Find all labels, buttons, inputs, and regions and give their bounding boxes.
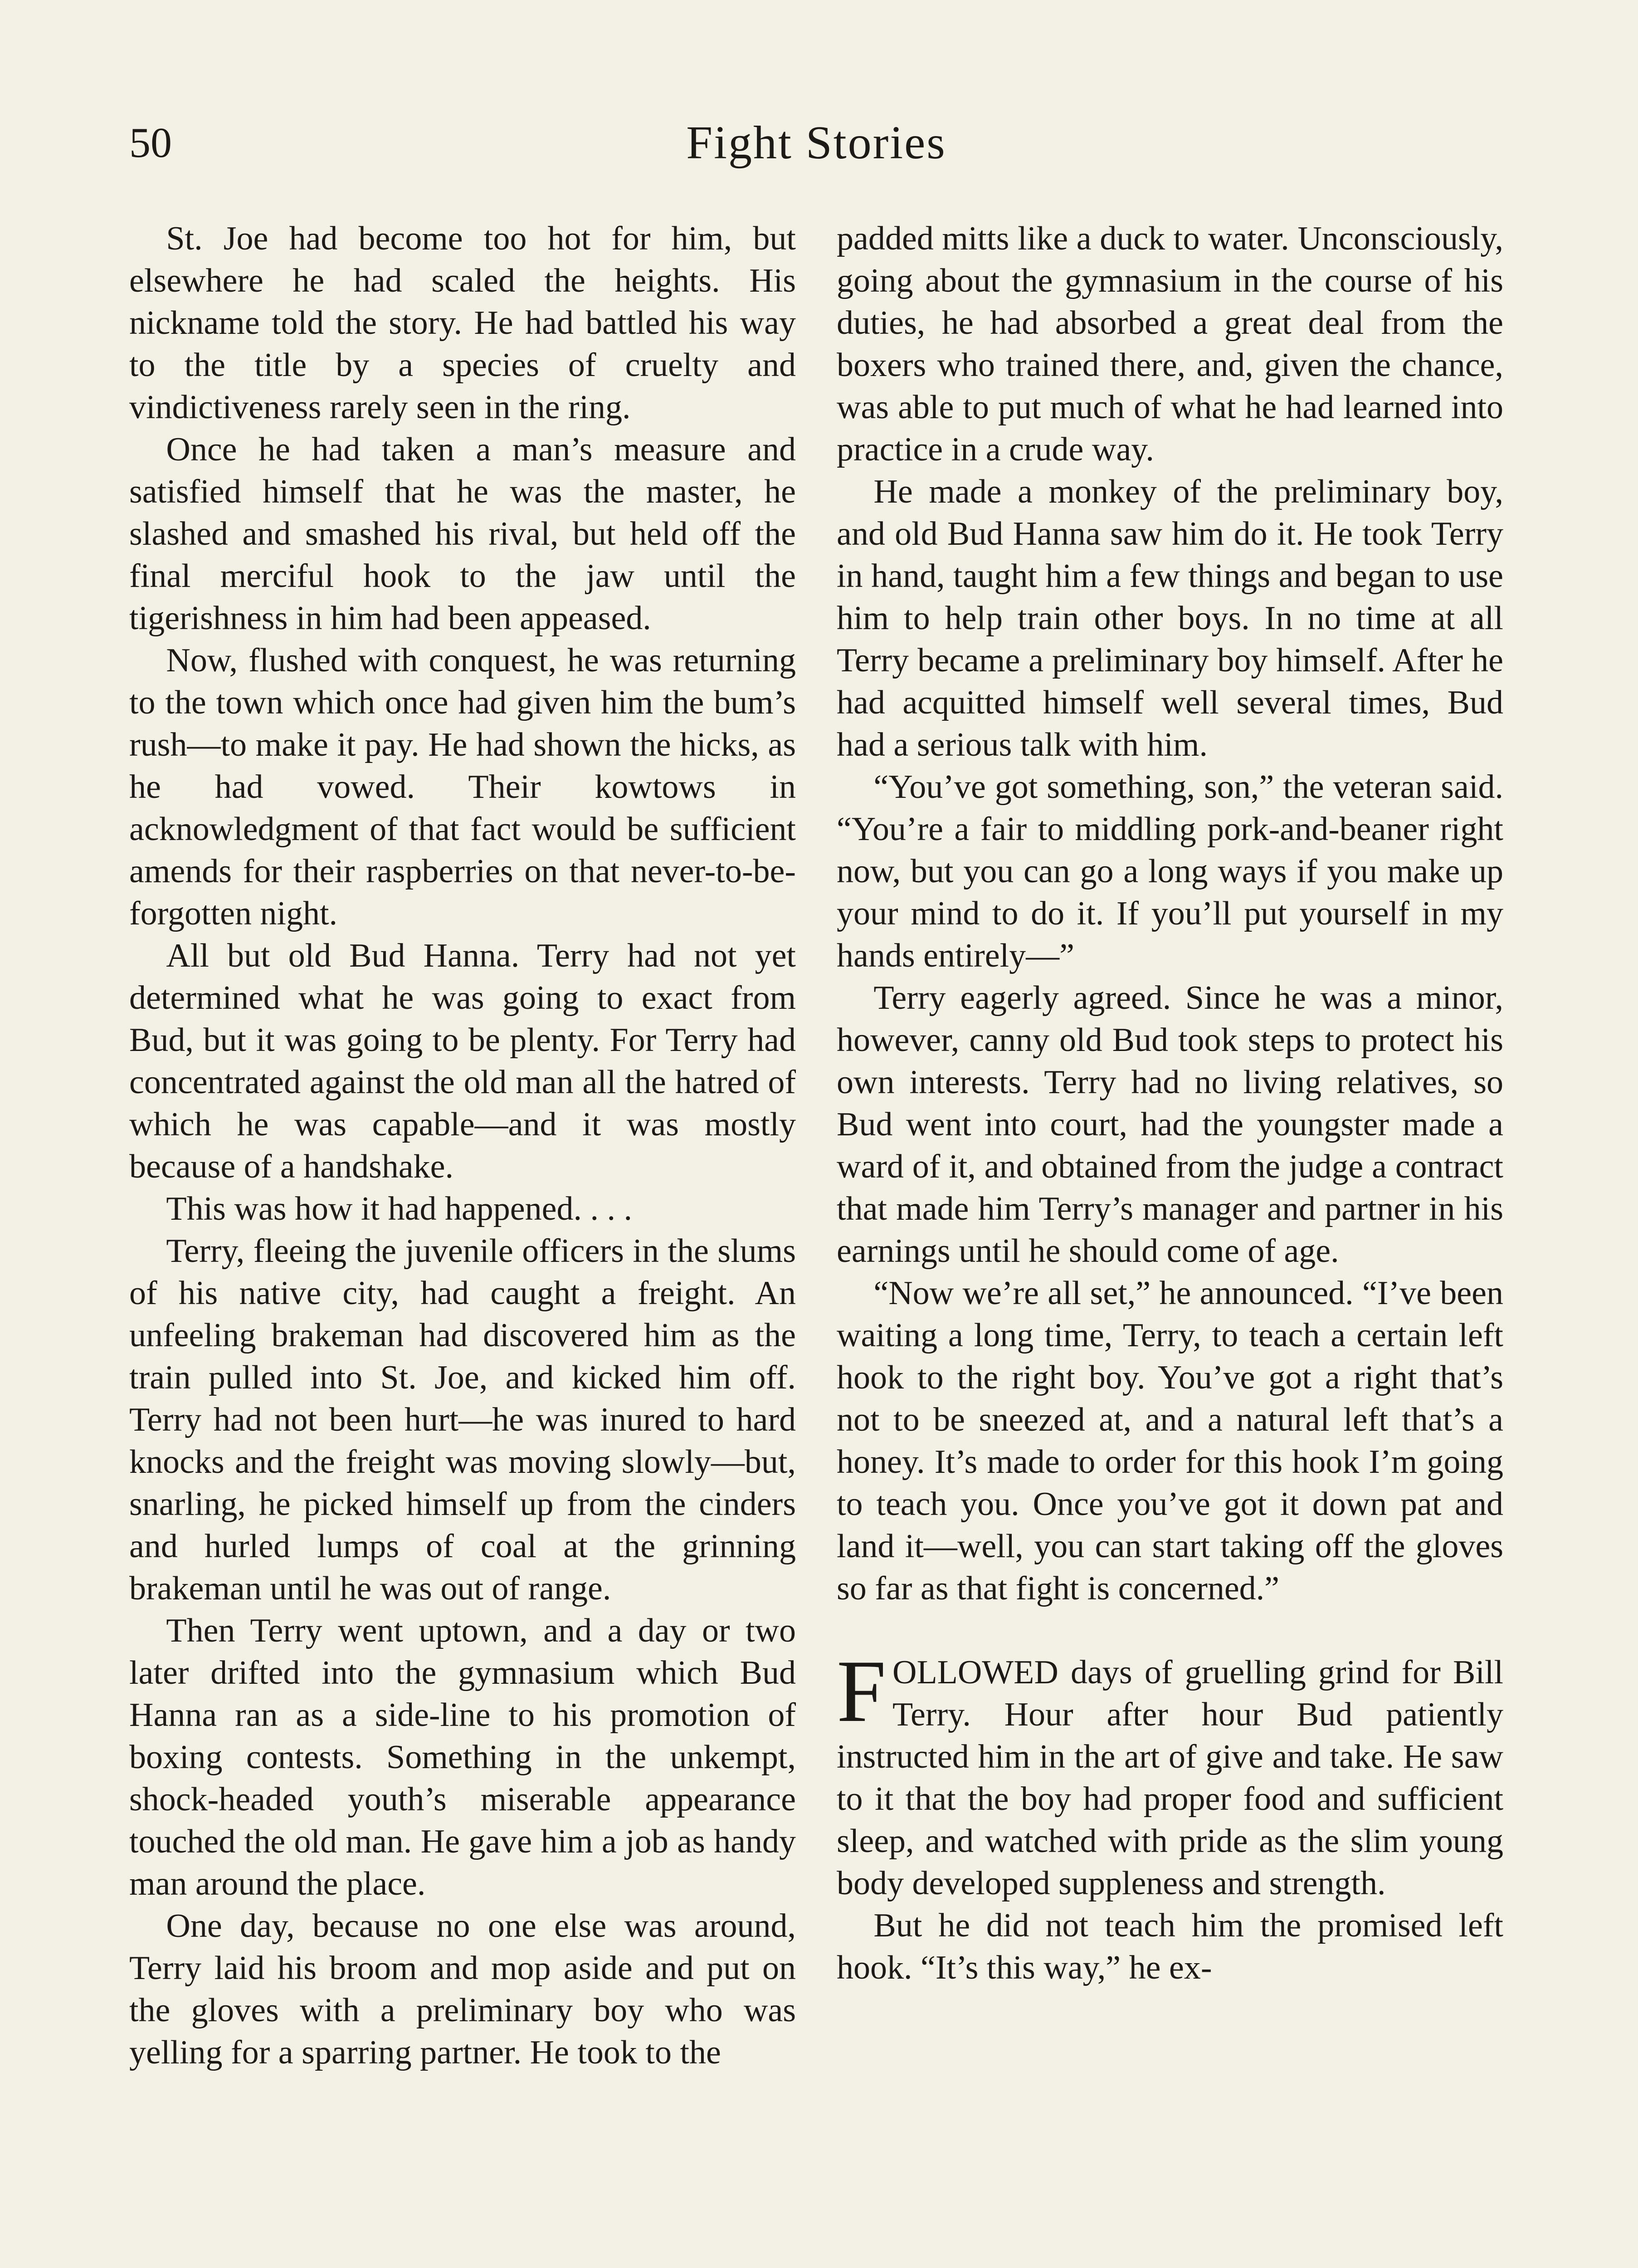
section-opening-paragraph (837, 1642, 1503, 1905)
paragraph: All but old Bud Hanna. Terry had not yet determined what he was going to exact from Bud, but it was going to be plenty. For Terry had concentrated against the old man all the hatred of which he was capable—and it was mostly because of a handshake. (129, 937, 796, 1185)
section-opening-text: OLLOWED days of gruelling grind for Bill Terry. Hour after hour Bud patiently instructed him in the art of give and take. He saw to it that the boy had proper food and sufficient sleep, and watched with pride as the slim young body developed suppleness and strength. (837, 1654, 1503, 1902)
continued-paragraph: padded mitts like a duck to water. Unconsciously, going about the gymnasium in the course of his duties, he had absorbed a great deal from the boxers who trained there, and, given the chance, was able to put much of what he had learned into practice in a crude way. (837, 220, 1503, 468)
left-column (129, 218, 796, 2074)
paragraph: St. Joe had become too hot for him, but elsewhere he had scaled the heights. His nickname told the story. He had battled his way to the title by a species of cruelty and vindictiveness rarely seen in the ring. (129, 220, 796, 426)
right-column (837, 218, 1503, 1989)
paragraph: But he did not teach him the promised left hook. “It’s this way,” he ex- (837, 1907, 1503, 1986)
paragraph: “Now we’re all set,” he announced. “I’ve been waiting a long time, Terry, to teach a certain left hook to the right boy. You’ve got a right that’s not to be sneezed at, and a natural left that’s a honey. It’s made to order for this hook I’m going to teach you. Once you’ve got it down pat and land it—well, you can start taking off the gloves so far as that fight is concerned.” (837, 1275, 1503, 1607)
paragraph: Terry eagerly agreed. Since he was a minor, however, canny old Bud took steps to protect his own interests. Terry had no living relatives, so Bud went into court, had the youngster made a ward of it, and obtained from the judge a contract that made him Terry’s manager and partner in his earnings until he should come of age. (837, 979, 1503, 1270)
paragraph: This was how it had happened. . . . (166, 1190, 632, 1227)
page-number: 50 (129, 119, 172, 166)
paragraph: Now, flushed with conquest, he was returning to the town which once had given him the bum’s rush—to make it pay. He had shown the hicks, as he had vowed. Their kowtows in acknowledgment of that fact would be sufficient amends for their raspberries on that never-to-be-forgotten night. (129, 642, 796, 932)
paragraph: Terry, fleeing the juvenile officers in the slums of his native city, had caught a freight. An unfeeling brakeman had discovered him as the train pulled into St. Joe, and kicked him off. Terry had not been hurt—he was inured to hard knocks and the freight was moving slowly—but, snarling, he picked himself up from the cinders and hurled lumps of coal at the grinning brakeman until he was out of range. (129, 1232, 796, 1607)
paragraph: Once he had taken a man’s measure and satisfied himself that he was the master, he slashed and smashed his rival, but held off the final merciful hook to the jaw until the tigerishness in him had been appeased. (129, 431, 796, 637)
paragraph: “You’ve got something, son,” the veteran said. “You’re a fair to middling pork-and-beaner right now, but you can go a long ways if you make up your mind to do it. If you’ll put yourself in my hands entirely—” (837, 768, 1503, 974)
paragraph: Then Terry went uptown, and a day or two later drifted into the gymnasium which Bud Hanna ran as a side-line to his promotion of boxing contests. Something in the unkempt, shock-headed youth’s miserable appearance touched the old man. He gave him a job as handy man around the place. (129, 1612, 796, 1902)
paragraph: One day, because no one else was around, Terry laid his broom and mop aside and put on the gloves with a preliminary boy who was yelling for a sparring partner. He took to the (129, 1907, 796, 2071)
page-header (129, 113, 1503, 172)
magazine-title: Fight Stories (686, 117, 946, 169)
drop-cap: F (837, 1642, 887, 1740)
paragraph: He made a monkey of the preliminary boy, and old Bud Hanna saw him do it. He took Terry in hand, taught him a few things and began to use him to help train other boys. In no time at all Terry became a preliminary boy himself. After he had acquitted himself well several times, Bud had a serious talk with him. (837, 473, 1503, 763)
